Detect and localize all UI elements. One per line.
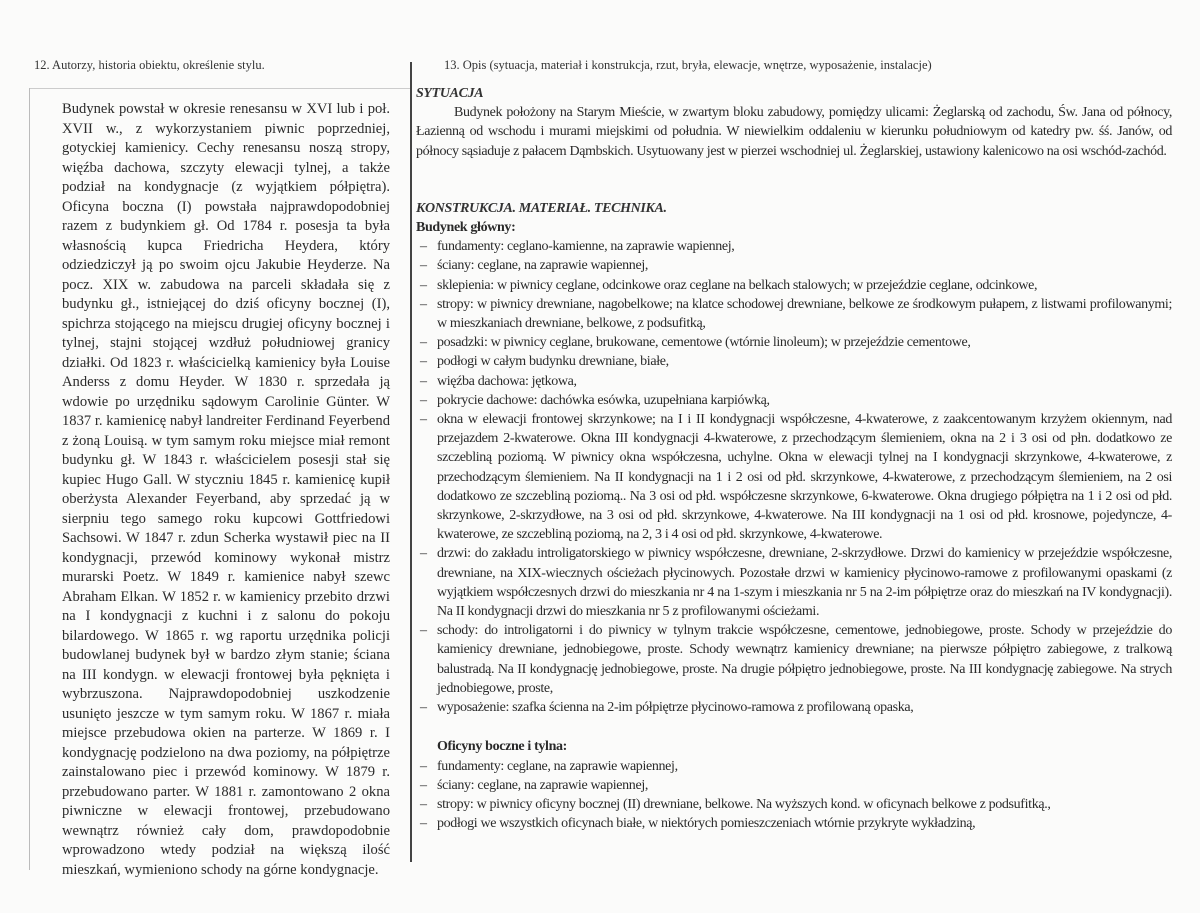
dash-bullet: – (420, 354, 427, 370)
column-divider (410, 62, 412, 862)
construction-heading: KONSTRUKCJA. MATERIAŁ. TECHNIKA. (416, 200, 667, 216)
left-top-border (30, 88, 410, 89)
list-item-text: drzwi: do zakładu introligatorskiego w piwnicy współczesne, drewniane, 2-skrzydłowe. Drzwi do kamienicy w przejeździe współczesne, drewniane, na XIX-wiecznych ościeżach płycinowych. Pozostałe drzwi w kamienicy płycinowo-ramowe z profilowanymi opaskami (z wyjątkiem współczesnych drzwi do mieszkania nr 4 na 1-szym i mieszkania nr 5 na 2-im półpiętrze oraz do mieszkań na IV kondygnacji). Na II kondygnacji drzwi do mieszkania nr 5 z profilowanymi ościeżami. (437, 546, 1172, 620)
left-border (29, 88, 30, 870)
situation-text: Budynek położony na Starym Mieście, w zwartym bloku zabudowy, pomiędzy ulicami: Żeglarską od zachodu, Św. Jana od północy, Łazienną od wschodu i murami miejskimi od południa. W niewielkim oddaleniu w kierunku południowym od katedry pw. śś. Janów, od północy sąsiaduje z pałacem Dąmbskich. Usytuowany jest w pierzei wschodniej ul. Żeglarskiej, ustawiony kalenicowo na osi wschód-zachód. (416, 105, 1172, 159)
dash-bullet: – (420, 412, 427, 428)
history-column (62, 100, 390, 880)
dash-bullet: – (420, 796, 427, 812)
list-item-text: fundamenty: ceglane, na zaprawie wapiennej, (437, 758, 678, 774)
list-item-text: ściany: ceglane, na zaprawie wapiennej, (437, 258, 649, 274)
history-text: Budynek powstał w okresie renesansu w XVI lub i poł. XVII w., z wykorzystaniem piwnic poprzedniej, gotyckiej kamienicy. Cechy renesansu noszą stropy, więźba dachowa, szczyty elewacji tylnej, a także podział na kondygnacje (z wyjątkiem półpiętra). Oficyna boczna (I) powstała najprawdopodobniej razem z budynkiem gł. Od 1784 r. posesja ta była własnością kupca Friedricha Heydera, który odziedziczył ją po swoim ojcu Jakubie Heyderze. Na pocz. XIX w. zabudowa na parceli składała się z budynku gł., istniejącej do dziś oficyny bocznej (I), spichrza stojącego na miejscu drugiej oficyny bocznej i tylnej, stajni stojącej wzdłuż południowej granicy działki. Od 1823 r. właścicielką kamienicy była Louise Anderss z domu Heyder. W 1830 r. sprzedała ją wdowie po urzędniku sądowym Carolinie Günter. W 1837 r. kamienicę nabył landreiter Ferdinand Feyerbend z żoną Louisą. w tym samym roku miejsce miał remont budynku gł. W 1843 r. właścicielem posesji stał się kupiec Hugo Gall. W styczniu 1845 r. kamienicę kupił oberżysta Alexander Feyerband, aby sprzedać ją w sierpniu tego samego roku kupcowi Gottfriedowi Sachsowi. W 1847 r. zdun Scherka wystawił piec na II kondygnacji, przewód kominowy wykonał mistrz murarski Poetz. W 1849 r. kamienice nabył szewc Abraham Elkan. W 1852 r. w kamienicy przebito drzwi na I kondygnacji z kuchni i z salonu do pokoju bilardowego. W 1865 r. wg raportu urzędnika policji budowlanej budynek był w bardzo złym stanie; ściana na III kondygn. w elewacji frontowej była pęknięta i wybrzuszona. Najprawdopodobniej uszkodzenie usunięto jeszcze w tym samym roku. W 1867 r. miała miejsce przebudowa okien na parterze. W 1869 r. I kondygnację podzielono na dwa poziomy, na półpiętrze zainstalowano piec i przewód kominowy. W 1879 r. przebudowano parter. W 1881 r. zamontowano 2 okna piwniczne w elewacji frontowej, przebudowano wewnątrz również cały dom, prawdopodobnie wprowadzono wtedy podział na większą ilość mieszkań, wymieniono schody na górne kondygnacje. (62, 101, 390, 878)
list-item (416, 757, 1172, 776)
list-item (416, 256, 1172, 275)
outbuildings-heading: Oficyny boczne i tylna: (437, 739, 567, 755)
dash-bullet: – (420, 546, 427, 562)
dash-bullet: – (420, 392, 427, 408)
dash-bullet: – (420, 373, 427, 389)
list-item-text: okna w elewacji frontowej skrzynkowe; na I i II kondygnacji współczesne, 4-kwaterowe, z zaakcentowanym krzyżem okiennym, nad przejazdem 2-kwaterowe. Okna III kondygnacji 4-kwaterowe, z przechodzącym ślemieniem, okna na 2 i 3 osi od płn. dodatkowo ze szczebliną poziomą. W piwnicy okna współczesna, uchylne. Okna w elewacji tylnej na I kondygnacji skrzynkowe, 4-kwaterowe, z przechodzącym ślemieniem. Na II kondygnacji na 1 i 2 osi od płd. skrzynkowe, 4-kwaterowe, z przechodzącym ślemieniem, na 2 osi dodatkowo ze szczebliną poziomą.. Na 3 osi od płd. współczesne skrzynkowe, 6-kwaterowe. Okna drugiego półpiętra na 1 i 2 osi od płd. skrzynkowe, 2-skrzydłowe, na 3 osi od płd. skrzynkowe, 4-kwaterowe. Na III kondygnacji na 1 osi od płd. krosnowe, pojedyncze, 4-kwaterowe, ze szczebliną poziomą, na 2, 3 i 4 osi od płd. skrzynkowe, 4-kwaterowe. (437, 412, 1172, 543)
list-item (416, 544, 1172, 621)
list-item-text: podłogi we wszystkich oficynach białe, w niektórych pomieszczeniach wtórnie przykryte wykładziną, (437, 816, 976, 832)
situation-heading: SYTUACJA (416, 86, 484, 101)
main-building-list (416, 237, 1172, 717)
description-column (416, 84, 1172, 833)
list-item-text: pokrycie dachowe: dachówka esówka, uzupełniana karpiówką, (437, 392, 770, 408)
list-item (416, 698, 1172, 717)
list-item-text: wyposażenie: szafka ścienna na 2-im półpiętrze płycinowo-ramowa z profilowaną opaska, (437, 700, 914, 716)
list-item-text: ściany: ceglane, na zaprawie wapiennej, (437, 777, 649, 793)
list-item (416, 410, 1172, 544)
dash-bullet: – (420, 623, 427, 639)
list-item (416, 814, 1172, 833)
list-item (416, 352, 1172, 371)
list-item (416, 295, 1172, 333)
dash-bullet: – (420, 816, 427, 832)
list-item-text: posadzki: w piwnicy ceglane, brukowane, cementowe (wtórnie linoleum); w przejeździe cementowe, (437, 335, 971, 351)
dash-bullet: – (420, 277, 427, 293)
section-12-header: 12. Autorzy, historia obiektu, określenie stylu. (34, 58, 265, 72)
list-item-text: podłogi w całym budynku drewniane, białe, (437, 354, 669, 370)
list-item-text: schody: do introligatorni i do piwnicy w tylnym trakcie współczesne, cementowe, jednobiegowe, proste. Schody w przejeździe do kamienicy drewniane, jednobiegowe, proste. Schody wewnątrz kamienicy drewniane; na pierwsze półpiętro zabiegowe, z tralkową balustradą. Na II kondygnację jednobiegowe, proste. Na drugie półpiętro jednobiegowe, proste. Na III kondygnację zabiegowe. Na strych jednobiegowe, proste, (437, 623, 1172, 696)
dash-bullet: – (420, 700, 427, 716)
dash-bullet: – (420, 335, 427, 351)
list-item-text: sklepienia: w piwnicy ceglane, odcinkowe oraz ceglane na belkach stalowych; w przejeździe ceglane, odcinkowe, (437, 277, 1038, 293)
dash-bullet: – (420, 239, 427, 255)
list-item-text: więźba dachowa: jętkowa, (437, 373, 577, 389)
list-item-text: fundamenty: ceglano-kamienne, na zaprawie wapiennej, (437, 239, 735, 255)
list-item (416, 372, 1172, 391)
list-item (416, 276, 1172, 295)
section-13-header: 13. Opis (sytuacja, materiał i konstrukcja, rzut, bryła, elewacje, wnętrze, wyposażenie, instalacje) (444, 58, 932, 72)
list-item (416, 333, 1172, 352)
dash-bullet: – (420, 296, 427, 312)
list-item (416, 237, 1172, 256)
list-item-text: stropy: w piwnicy oficyny bocznej (II) drewniane, belkowe. Na wyższych kond. w oficynach belkowe z podsufitką., (437, 796, 1051, 812)
dash-bullet: – (420, 777, 427, 793)
list-item-text: stropy: w piwnicy drewniane, nagobelkowe; na klatce schodowej drewniane, belkowe ze środkowym pułapem, z listwami profilowanymi; w mieszkaniach drewniane, belkowe, z podsufitką, (437, 296, 1172, 332)
list-item (416, 795, 1172, 814)
main-building-heading: Budynek główny: (416, 220, 516, 236)
dash-bullet: – (420, 258, 427, 274)
dash-bullet: – (420, 758, 427, 774)
list-item (416, 776, 1172, 795)
list-item (416, 621, 1172, 698)
list-item (416, 391, 1172, 410)
outbuildings-list (416, 757, 1172, 834)
